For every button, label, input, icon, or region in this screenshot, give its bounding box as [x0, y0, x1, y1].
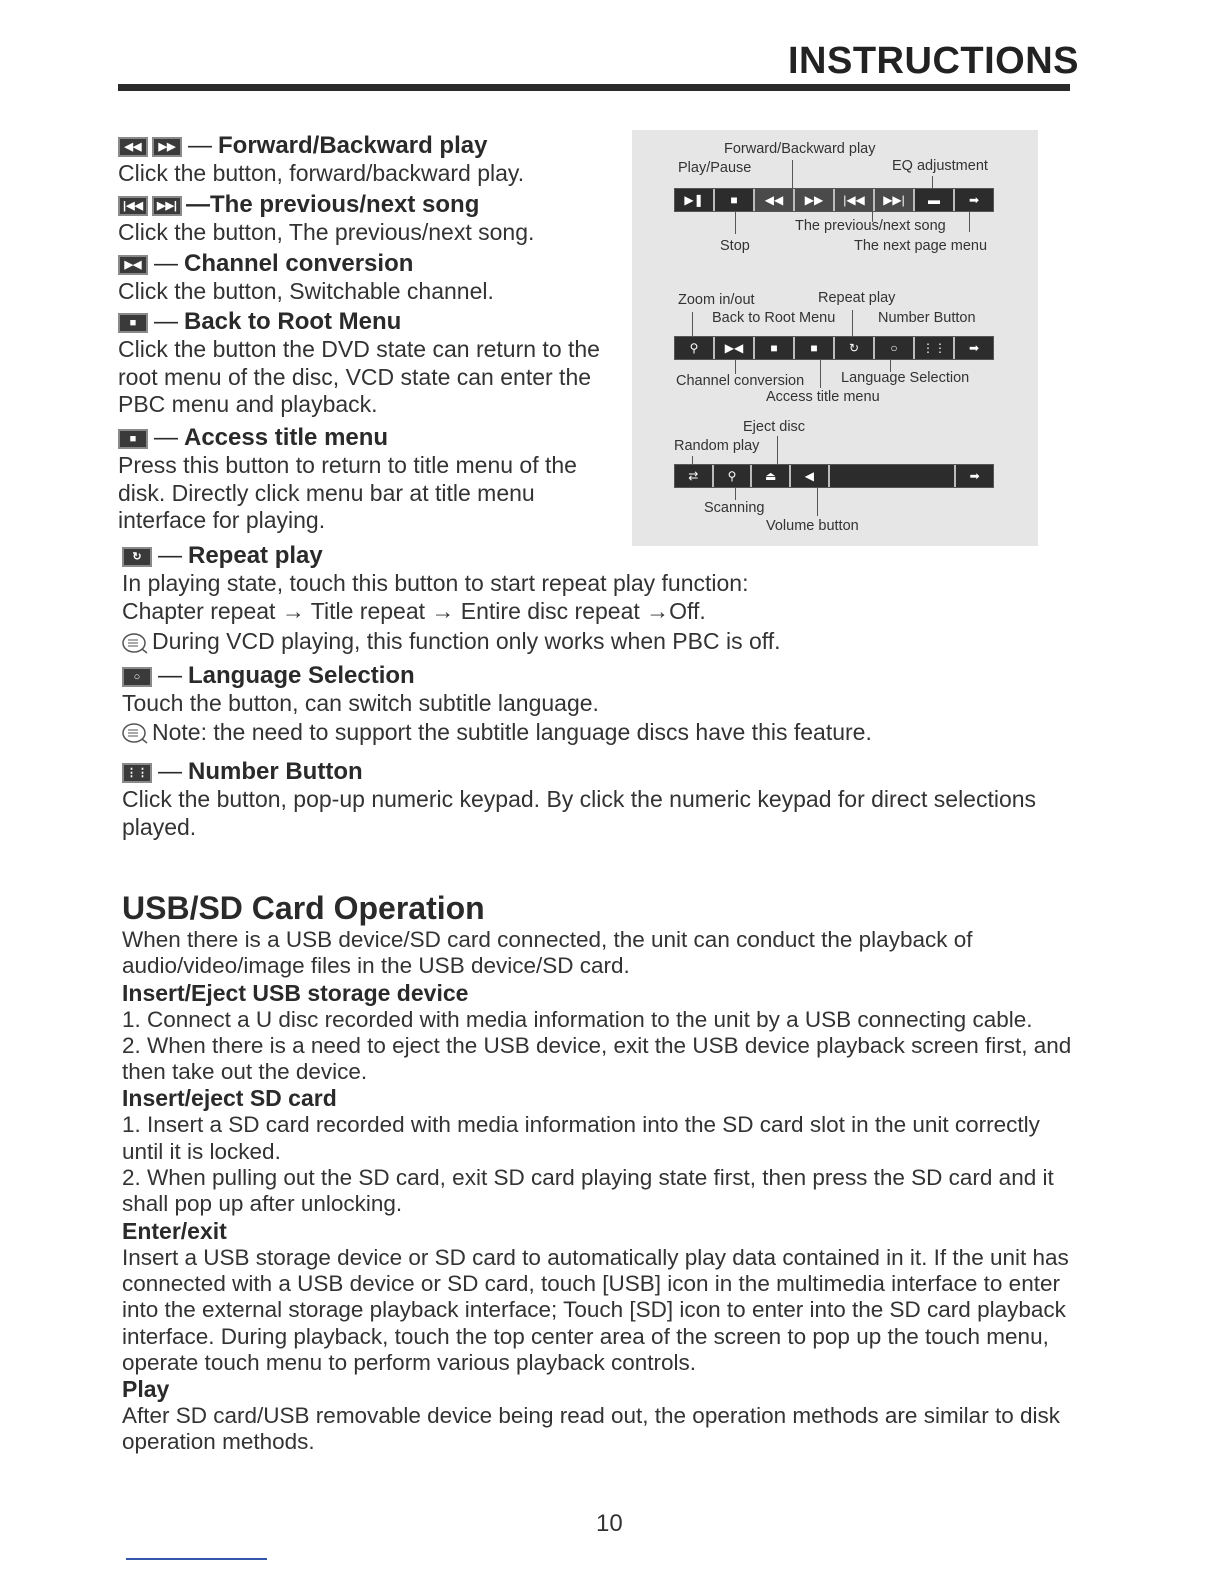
header-rule	[118, 84, 1070, 91]
label-scanning: Scanning	[704, 500, 765, 516]
label-zoom: Zoom in/out	[678, 292, 755, 308]
menu-bar-1	[674, 188, 994, 212]
label-volume: Volume button	[766, 518, 859, 534]
next-track-icon: ▶▶|	[152, 196, 182, 216]
note-icon	[122, 722, 148, 744]
channel-icon: ▶◀	[118, 255, 148, 275]
label-title-menu: Access title menu	[766, 389, 880, 405]
item-desc: Click the button, Switchable channel.	[118, 278, 494, 304]
item-channel-conversion: ▶◀ — Channel conversion Click the button, Switchable channel.	[118, 250, 608, 306]
title-menu-icon: ■	[118, 429, 148, 449]
item-desc: Press this button to return to title menu of the disk. Directly click menu bar at title menu interface for playing.	[118, 452, 577, 533]
next-track-icon: ▶▶|	[875, 189, 915, 211]
random-icon: ⇄	[675, 465, 714, 487]
item-title: Back to Root Menu	[184, 308, 402, 335]
zoom-icon: ⚲	[675, 337, 715, 359]
fast-forward-icon: ▶▶	[795, 189, 835, 211]
next-page-icon: ➡	[968, 193, 980, 207]
root-menu-icon: ■	[118, 313, 148, 333]
footer-line	[126, 1558, 267, 1560]
item-forward-backward: ◀◀ ▶▶ — Forward/Backward play Click the button, forward/backward play.	[118, 132, 608, 188]
usb-section-body	[122, 927, 1077, 1456]
item-number-button: ⋮⋮ — Number Button Click the button, pop-up numeric keypad. By click the numeric keypad for direct selections played.	[122, 758, 1077, 841]
next-page-icon: ➡	[969, 469, 980, 483]
label-language: Language Selection	[841, 370, 970, 386]
item-title: Access title menu	[184, 424, 389, 451]
item-desc-2: Chapter repeat → Title repeat → Entire disc repeat →Off.	[122, 597, 706, 624]
item-note: During VCD playing, this function only works when PBC is off.	[152, 628, 781, 654]
label-number-button: Number Button	[878, 310, 976, 326]
subheading-sd: Insert/eject SD card	[122, 1085, 337, 1112]
label-eject: Eject disc	[743, 419, 806, 435]
sd-step-2: 2. When pulling out the SD card, exit SD card playing state first, then press the SD card and it shall pop up after unlocking.	[122, 1165, 1054, 1217]
item-desc: Touch the button, can switch subtitle language.	[122, 690, 599, 716]
root-menu-icon: ■	[755, 337, 795, 359]
fast-forward-icon: ▶▶	[152, 137, 182, 157]
menu-bar-illustration	[632, 130, 1038, 546]
play-text: After SD card/USB removable device being read out, the operation methods are similar to disk operation methods.	[122, 1403, 1060, 1455]
label-play-pause: Play/Pause	[678, 160, 752, 176]
rewind-icon: ◀◀	[755, 189, 795, 211]
usb-step-2: 2. When there is a need to eject the USB device, exit the USB device playback screen first, and then take out the device.	[122, 1032, 1072, 1085]
eq-icon: ▬	[915, 189, 955, 211]
menu-bar-3	[674, 464, 994, 488]
usb-intro: When there is a USB device/SD card connected, the unit can conduct the playback of audio/video/image files in the USB device/SD card.	[122, 927, 973, 979]
usb-step-1: 1. Connect a U disc recorded with media information to the unit by a USB connecting cable.	[122, 1006, 1033, 1032]
item-title-menu: ■ — Access title menu Press this button to return to title menu of the disk. Directly click menu bar at title menu interface for playing.	[118, 424, 608, 535]
label-eq: EQ adjustment	[892, 158, 988, 174]
item-desc: Click the button, forward/backward play.	[118, 160, 525, 186]
item-note: Note: the need to support the subtitle language discs have this feature.	[152, 718, 872, 745]
label-root-menu: Back to Root Menu	[712, 310, 836, 326]
item-title: —The previous/next song	[186, 191, 480, 218]
sd-step-1: 1. Insert a SD card recorded with media information into the SD card slot in the unit correctly until it is locked.	[122, 1112, 1040, 1164]
item-desc: In playing state, touch this button to start repeat play function:	[122, 570, 749, 596]
previous-track-icon: |◀◀	[835, 189, 875, 211]
eject-icon: ⏏	[752, 465, 791, 487]
item-prev-next	[118, 191, 608, 247]
item-title: Language Selection	[188, 662, 415, 689]
stop-icon: ■	[715, 189, 755, 211]
repeat-icon: ↻	[122, 547, 152, 567]
note-icon	[122, 632, 148, 654]
play-pause-icon: ▶❚	[675, 189, 715, 211]
item-repeat-play: ↻ — Repeat play In playing state, touch this button to start repeat play function: Chapter repeat → Title repeat → Entire disc repeat →Off. During VCD playing, this function only works when PBC is off.	[122, 542, 1072, 656]
bar-blank	[830, 465, 957, 487]
label-stop: Stop	[720, 238, 750, 254]
subheading-play: Play	[122, 1376, 170, 1403]
rewind-icon: ◀◀	[118, 137, 148, 157]
item-title: Number Button	[188, 758, 363, 785]
volume-icon: ◀	[791, 465, 830, 487]
label-prev-next: The previous/next song	[795, 218, 946, 234]
item-desc: Click the button the DVD state can return to the root menu of the disc, VCD state can enter the PBC menu and playback.	[118, 336, 600, 417]
page-title: INSTRUCTIONS	[788, 40, 1079, 82]
item-title: Channel conversion	[184, 250, 414, 277]
item-desc: Click the button, pop-up numeric keypad. By click the numeric keypad for direct selections played.	[122, 786, 1037, 840]
next-page-icon: ➡	[968, 341, 980, 355]
scan-icon: ⚲	[714, 465, 753, 487]
keypad-icon: ⋮⋮	[915, 337, 955, 359]
label-next-page: The next page menu	[854, 238, 988, 254]
label-channel: Channel conversion	[676, 373, 805, 389]
item-title: Repeat play	[188, 542, 323, 569]
previous-track-icon: |◀◀	[118, 196, 148, 216]
item-desc: Click the button, The previous/next song.	[118, 219, 535, 245]
section-title: USB/SD Card Operation	[122, 890, 485, 926]
label-forward-backward: Forward/Backward play	[724, 141, 876, 157]
enter-exit-text: Insert a USB storage device or SD card to automatically play data contained in it. If the unit has connected with a USB device or SD card, touch [USB] icon in the multimedia interface to enter into the external storage playback interface; Touch [SD] icon to enter into the SD card playback interface. During playback, touch the top center area of the screen to pop up the touch menu, operate touch menu to perform various playback controls.	[122, 1244, 1069, 1375]
subheading-enter-exit: Enter/exit	[122, 1217, 227, 1244]
label-random: Random play	[674, 438, 760, 454]
item-root-menu: ■ — Back to Root Menu Click the button the DVD state can return to the root menu of the disc, VCD state can enter the PBC menu and playback.	[118, 308, 608, 419]
subheading-usb: Insert/Eject USB storage device	[122, 979, 469, 1006]
page-number: 10	[596, 1510, 623, 1537]
title-menu-icon: ■	[795, 337, 835, 359]
channel-icon: ▶◀	[715, 337, 755, 359]
keypad-icon: ⋮⋮	[122, 763, 152, 783]
menu-bar-2	[674, 336, 994, 360]
label-repeat: Repeat play	[818, 290, 896, 306]
item-title: Forward/Backward play	[218, 132, 488, 159]
language-icon: ○	[875, 337, 915, 359]
item-language: ○ — Language Selection Touch the button, can switch subtitle language. Note: the need to support the subtitle language discs have this feature.	[122, 662, 1072, 746]
language-icon: ○	[122, 667, 152, 687]
repeat-icon: ↻	[835, 337, 875, 359]
